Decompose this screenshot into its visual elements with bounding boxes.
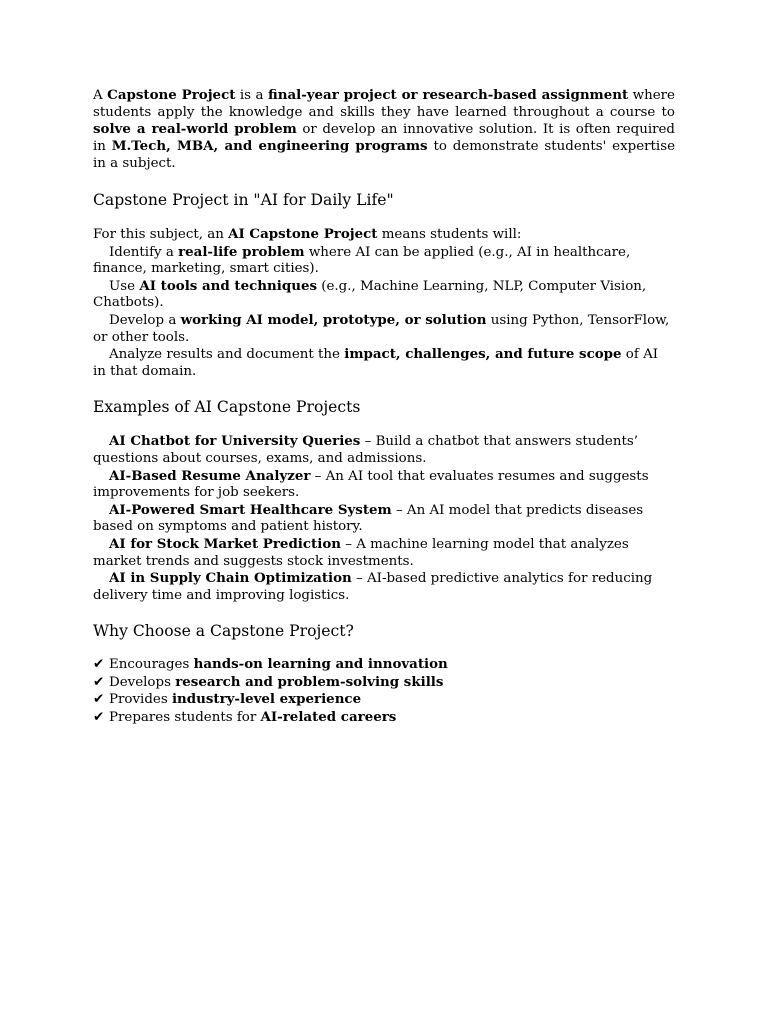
item-text: Identify a bbox=[109, 244, 179, 260]
ai-section-body bbox=[93, 226, 675, 380]
ai-section-item bbox=[93, 244, 675, 278]
why-item bbox=[93, 691, 675, 709]
examples-list bbox=[93, 433, 675, 604]
example-description: – An AI model that predicts diseases based on symptoms and patient history. bbox=[93, 502, 644, 535]
why-bold: industry-level experience bbox=[171, 691, 362, 708]
example-description: – AI-based predictive analytics for reducing delivery time and improving logistics. bbox=[93, 571, 653, 603]
why-text: Prepares students for bbox=[109, 710, 261, 726]
why-text: Encourages bbox=[109, 657, 194, 673]
intro-bold: solve a real-world problem bbox=[93, 121, 297, 137]
example-item bbox=[93, 433, 675, 467]
lead-bold: AI Capstone Project bbox=[228, 226, 378, 242]
check-mark-icon: ✔ bbox=[93, 657, 105, 673]
ai-section-item bbox=[93, 312, 675, 346]
intro-text: to demonstrate students' expertise in a subject. bbox=[93, 139, 676, 171]
intro-text: or develop an innovative solution. It is often required in bbox=[93, 122, 675, 154]
lead-text: means students will: bbox=[377, 227, 522, 242]
section-heading-why: Why Choose a Capstone Project? bbox=[93, 622, 354, 641]
intro-text: A bbox=[93, 88, 108, 103]
item-text: Use bbox=[109, 278, 140, 294]
why-bold: hands-on learning and innovation bbox=[193, 656, 448, 673]
item-text: (e.g., Machine Learning, NLP, Computer Vision, Chatbots). bbox=[93, 278, 647, 311]
intro-text: is a bbox=[235, 88, 268, 103]
ai-section-lead bbox=[93, 226, 675, 244]
ai-section-item bbox=[93, 346, 675, 380]
item-text: where AI can be applied (e.g., AI in healthcare, finance, marketing, smart cities). bbox=[93, 244, 631, 277]
example-item bbox=[93, 502, 675, 536]
example-title: AI in Supply Chain Optimization bbox=[109, 570, 352, 587]
why-item bbox=[93, 709, 675, 727]
example-item bbox=[93, 536, 675, 570]
example-description: – A machine learning model that analyzes market trends and suggests stock investments. bbox=[93, 536, 629, 569]
ai-section-item bbox=[93, 278, 675, 312]
intro-bold: final-year project or research-based assignment bbox=[267, 87, 629, 103]
lead-text: For this subject, an bbox=[93, 227, 229, 242]
intro-paragraph bbox=[93, 87, 675, 172]
intro-bold: M.Tech, MBA, and engineering programs bbox=[111, 138, 428, 154]
example-title: AI-Powered Smart Healthcare System bbox=[109, 501, 392, 518]
item-text: of AI in that domain. bbox=[93, 347, 659, 379]
why-list bbox=[93, 656, 675, 726]
example-description: – Build a chatbot that answers students’ questions about courses, exams, and admissions. bbox=[93, 434, 638, 466]
item-bold: real-life problem bbox=[178, 243, 305, 260]
why-bold: AI-related careers bbox=[260, 709, 397, 726]
item-text: using Python, TensorFlow, or other tools. bbox=[93, 312, 670, 345]
section-heading-ai-daily-life: Capstone Project in "AI for Daily Life" bbox=[93, 191, 394, 209]
check-mark-icon: ✔ bbox=[93, 674, 105, 690]
intro-text: where students apply the knowledge and skills they have learned throughout a course to bbox=[93, 88, 675, 120]
item-text: Analyze results and document the bbox=[109, 347, 345, 363]
why-text: Develops bbox=[109, 674, 176, 690]
check-mark-icon: ✔ bbox=[93, 692, 105, 708]
item-bold: working AI model, prototype, or solution bbox=[180, 311, 487, 328]
why-bold: research and problem-solving skills bbox=[175, 673, 444, 690]
check-mark-icon: ✔ bbox=[93, 710, 105, 726]
example-title: AI Chatbot for University Queries bbox=[109, 433, 361, 450]
section-heading-examples: Examples of AI Capstone Projects bbox=[93, 398, 361, 417]
item-bold: impact, challenges, and future scope bbox=[344, 346, 622, 363]
why-item bbox=[93, 656, 675, 674]
document-page bbox=[93, 87, 675, 727]
example-item bbox=[93, 570, 675, 604]
example-title: AI for Stock Market Prediction bbox=[109, 535, 341, 552]
item-bold: AI tools and techniques bbox=[139, 277, 318, 294]
item-text: Develop a bbox=[109, 312, 181, 328]
intro-bold: Capstone Project bbox=[107, 87, 236, 103]
why-item bbox=[93, 674, 675, 692]
example-item bbox=[93, 468, 675, 502]
why-text: Provides bbox=[109, 692, 172, 708]
example-description: – An AI tool that evaluates resumes and suggests improvements for job seekers. bbox=[93, 468, 649, 501]
example-title: AI-Based Resume Analyzer bbox=[109, 467, 311, 484]
